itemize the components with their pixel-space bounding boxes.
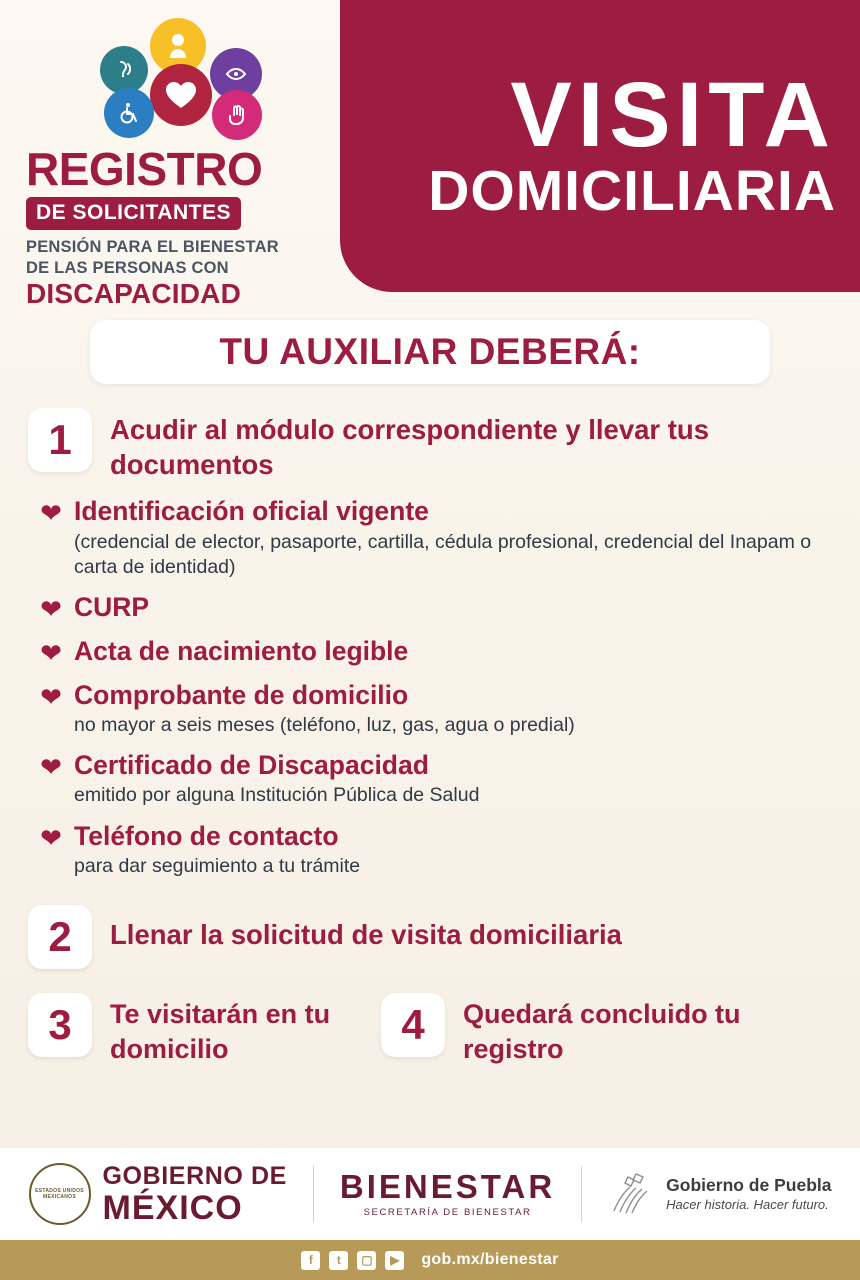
instagram-icon[interactable]: ▢: [357, 1251, 376, 1270]
wheelchair-icon: [104, 88, 154, 138]
heart-bullet-icon: ❤: [40, 681, 62, 712]
banner-title-line1: VISITA: [510, 63, 836, 166]
footer-url[interactable]: gob.mx/bienestar: [421, 1251, 559, 1268]
registro-logo: [26, 18, 336, 308]
sign-language-icon: [212, 90, 262, 140]
list-item: [28, 821, 832, 880]
steps-3-and-4: [28, 993, 832, 1066]
logo-registro-text: REGISTRO: [26, 143, 263, 195]
heart-bullet-icon: ❤: [40, 594, 62, 625]
list-item: [28, 592, 832, 624]
step-3-number: 3: [28, 993, 92, 1057]
puebla-emblem-icon: [608, 1171, 656, 1217]
logo-pension-line2: DE LAS PERSONAS CON: [26, 258, 229, 277]
footer-logos: [0, 1148, 860, 1240]
national-seal-icon: [29, 1163, 91, 1225]
youtube-icon[interactable]: ▶: [385, 1251, 404, 1270]
hearing-aid-icon: [100, 46, 148, 94]
document-subtitle: para dar seguimiento a tu trámite: [74, 855, 361, 877]
poster-footer: [0, 1148, 860, 1280]
step-2-number: 2: [28, 905, 92, 969]
document-title: Comprobante de domicilio: [74, 679, 409, 710]
heart-bullet-icon: ❤: [40, 498, 62, 529]
social-bar: [0, 1240, 860, 1280]
step-3: [28, 993, 381, 1066]
list-item: [28, 680, 832, 739]
heart-bullet-icon: ❤: [40, 752, 62, 783]
facebook-icon[interactable]: f: [301, 1251, 320, 1270]
logo-solicitantes-badge: DE SOLICITANTES: [26, 197, 241, 230]
heart-bullet-icon: ❤: [40, 822, 62, 853]
documents-list: [28, 496, 832, 879]
visita-domiciliaria-banner: [340, 0, 860, 292]
bienestar-logo: [340, 1170, 555, 1218]
puebla-tagline: Hacer historia. Hacer futuro.: [666, 1196, 829, 1212]
gobierno-line1: GOBIERNO DE: [102, 1161, 287, 1190]
section-title: TU AUXILIAR DEBERÁ:: [90, 320, 770, 384]
disability-icon-cluster: [72, 18, 302, 140]
gobierno-line2: MÉXICO: [102, 1188, 243, 1227]
step-3-text: Te visitarán en tu domicilio: [110, 999, 331, 1064]
seal-text: ESTADOS UNIDOS MEXICANOS: [35, 1188, 84, 1200]
heart-bullet-icon: ❤: [40, 637, 62, 668]
list-item: [28, 750, 832, 809]
step-4: [381, 993, 832, 1066]
twitter-icon[interactable]: t: [329, 1251, 348, 1270]
step-1-text: Acudir al módulo correspondiente y llevar tus documentos: [110, 414, 710, 481]
banner-title-line2: DOMICILIARIA: [428, 159, 836, 224]
document-title: Acta de nacimiento legible: [74, 635, 409, 666]
poster-header: [0, 0, 860, 310]
gobierno-de-puebla-logo: [608, 1171, 831, 1217]
heart-icon: [150, 64, 212, 126]
step-1-number: 1: [28, 408, 92, 472]
logo-pension-line1: PENSIÓN PARA EL BIENESTAR: [26, 238, 279, 256]
document-subtitle: (credencial de elector, pasaporte, cartilla, cédula profesional, credencial del Inapam o carta de identidad): [74, 530, 812, 578]
gobierno-de-mexico-logo: [29, 1163, 287, 1225]
step-1: [28, 408, 832, 482]
step-4-text: Quedará concluido tu registro: [463, 999, 741, 1064]
document-subtitle: emitido por alguna Institución Pública de Salud: [74, 784, 480, 807]
bienestar-subtitle: SECRETARÍA DE BIENESTAR: [363, 1207, 532, 1219]
document-title: Identificación oficial vigente: [74, 496, 429, 527]
divider: [581, 1166, 582, 1222]
step-2-text: Llenar la solicitud de visita domiciliaria: [110, 919, 622, 951]
puebla-name: Gobierno de Puebla: [666, 1175, 832, 1196]
step-4-number: 4: [381, 993, 445, 1057]
document-title: Certificado de Discapacidad: [74, 750, 429, 781]
document-title: CURP: [74, 592, 150, 623]
list-item: [28, 636, 832, 668]
bienestar-name: BIENESTAR: [339, 1168, 556, 1206]
document-title: Teléfono de contacto: [74, 820, 339, 851]
steps-content: [0, 408, 860, 1066]
divider: [313, 1166, 314, 1222]
document-subtitle: no mayor a seis meses (teléfono, luz, gas, agua o predial): [74, 713, 575, 736]
step-2: [28, 905, 832, 969]
list-item: [28, 496, 832, 580]
logo-discapacidad-text: DISCAPACIDAD: [26, 278, 241, 310]
